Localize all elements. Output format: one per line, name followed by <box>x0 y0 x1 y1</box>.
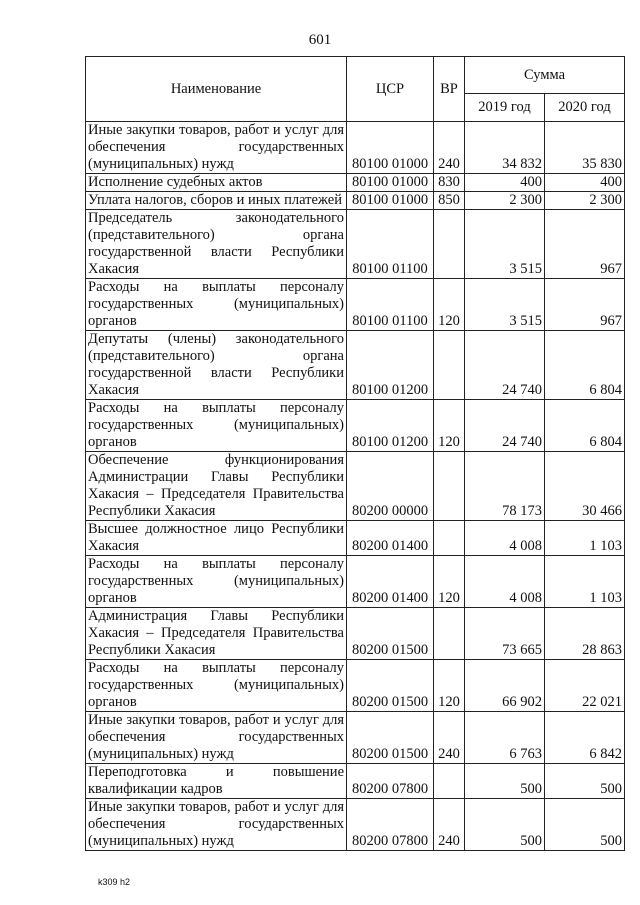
row-sum-2020-cell: 22 021 <box>545 660 625 712</box>
row-sum-2019-cell: 66 902 <box>465 660 545 712</box>
row-sum-2019-cell: 3 515 <box>465 210 545 279</box>
row-sum-2020-cell: 1 103 <box>545 556 625 608</box>
row-name-cell: Председатель законодательного (представительного) органа государственной власти Республики Хакасия <box>86 210 347 279</box>
header-vr: ВР <box>434 57 465 122</box>
row-sum-2020-cell: 400 <box>545 174 625 192</box>
row-sum-2020-cell: 6 804 <box>545 400 625 452</box>
row-name-cell: Обеспечение функционирования Администрации Главы Республики Хакасия – Председателя Правительства Республики Хакасия <box>86 452 347 521</box>
row-name-cell: Уплата налогов, сборов и иных платежей <box>86 192 347 210</box>
table-row <box>86 799 625 851</box>
header-sum: Сумма <box>465 57 625 94</box>
row-sum-2019-cell: 500 <box>465 764 545 799</box>
table-row <box>86 712 625 764</box>
row-sum-2019-cell: 400 <box>465 174 545 192</box>
row-sum-2020-cell: 967 <box>545 210 625 279</box>
page-number: 601 <box>308 32 332 48</box>
row-sum-2019-cell: 34 832 <box>465 122 545 174</box>
row-sum-2019-cell: 6 763 <box>465 712 545 764</box>
table-row <box>86 279 625 331</box>
table-row <box>86 452 625 521</box>
row-vr-cell <box>434 452 465 521</box>
row-sum-2019-cell: 4 008 <box>465 556 545 608</box>
table-row <box>86 210 625 279</box>
header-name: Наименование <box>86 57 347 122</box>
row-vr-cell: 240 <box>434 799 465 851</box>
row-csr-cell: 80200 01400 <box>347 521 434 556</box>
footer-code: k309 h2 <box>98 877 131 887</box>
row-sum-2020-cell: 500 <box>545 764 625 799</box>
header-year-2019: 2019 год <box>465 94 545 122</box>
row-vr-cell: 240 <box>434 122 465 174</box>
row-csr-cell: 80200 01500 <box>347 712 434 764</box>
row-vr-cell: 240 <box>434 712 465 764</box>
row-vr-cell: 120 <box>434 279 465 331</box>
row-sum-2019-cell: 24 740 <box>465 331 545 400</box>
row-sum-2020-cell: 1 103 <box>545 521 625 556</box>
row-csr-cell: 80100 01200 <box>347 400 434 452</box>
row-csr-cell: 80200 01500 <box>347 608 434 660</box>
header-year-2020: 2020 год <box>545 94 625 122</box>
row-vr-cell: 830 <box>434 174 465 192</box>
row-name-cell: Иные закупки товаров, работ и услуг для обеспечения государственных (муниципальных) нужд <box>86 712 347 764</box>
row-name-cell: Переподготовка и повышение квалификации кадров <box>86 764 347 799</box>
row-csr-cell: 80100 01200 <box>347 331 434 400</box>
table-row <box>86 660 625 712</box>
row-sum-2019-cell: 78 173 <box>465 452 545 521</box>
row-vr-cell: 120 <box>434 556 465 608</box>
row-name-cell: Иные закупки товаров, работ и услуг для обеспечения государственных (муниципальных) нужд <box>86 122 347 174</box>
table-row <box>86 764 625 799</box>
row-csr-cell: 80200 07800 <box>347 764 434 799</box>
row-name-cell: Иные закупки товаров, работ и услуг для обеспечения государственных (муниципальных) нужд <box>86 799 347 851</box>
row-name-cell: Депутаты (члены) законодательного (представительного) органа государственной власти Республики Хакасия <box>86 331 347 400</box>
row-vr-cell: 850 <box>434 192 465 210</box>
row-name-cell: Исполнение судебных актов <box>86 174 347 192</box>
row-vr-cell: 120 <box>434 400 465 452</box>
row-name-cell: Расходы на выплаты персоналу государственных (муниципальных) органов <box>86 279 347 331</box>
row-name-cell: Администрация Главы Республики Хакасия – Председателя Правительства Республики Хакасия <box>86 608 347 660</box>
row-sum-2020-cell: 28 863 <box>545 608 625 660</box>
row-csr-cell: 80200 07800 <box>347 799 434 851</box>
table-row <box>86 608 625 660</box>
row-sum-2019-cell: 24 740 <box>465 400 545 452</box>
row-csr-cell: 80200 01400 <box>347 556 434 608</box>
table-body <box>86 122 625 851</box>
row-name-cell: Расходы на выплаты персоналу государственных (муниципальных) органов <box>86 556 347 608</box>
row-sum-2020-cell: 6 842 <box>545 712 625 764</box>
row-name-cell: Высшее должностное лицо Республики Хакасия <box>86 521 347 556</box>
row-sum-2019-cell: 73 665 <box>465 608 545 660</box>
row-csr-cell: 80100 01100 <box>347 210 434 279</box>
table-row <box>86 400 625 452</box>
budget-table <box>85 56 625 851</box>
row-csr-cell: 80100 01000 <box>347 192 434 210</box>
row-vr-cell <box>434 210 465 279</box>
row-vr-cell <box>434 331 465 400</box>
row-csr-cell: 80200 00000 <box>347 452 434 521</box>
row-csr-cell: 80100 01100 <box>347 279 434 331</box>
header-csr: ЦСР <box>347 57 434 122</box>
row-vr-cell: 120 <box>434 660 465 712</box>
row-name-cell: Расходы на выплаты персоналу государственных (муниципальных) органов <box>86 660 347 712</box>
table-header <box>86 57 625 122</box>
row-csr-cell: 80200 01500 <box>347 660 434 712</box>
table-row <box>86 331 625 400</box>
row-sum-2019-cell: 3 515 <box>465 279 545 331</box>
row-csr-cell: 80100 01000 <box>347 174 434 192</box>
row-vr-cell <box>434 764 465 799</box>
table-row <box>86 556 625 608</box>
row-sum-2020-cell: 6 804 <box>545 331 625 400</box>
table-row <box>86 122 625 174</box>
row-sum-2020-cell: 2 300 <box>545 192 625 210</box>
row-sum-2019-cell: 500 <box>465 799 545 851</box>
row-vr-cell <box>434 521 465 556</box>
row-sum-2019-cell: 2 300 <box>465 192 545 210</box>
row-sum-2020-cell: 35 830 <box>545 122 625 174</box>
row-sum-2019-cell: 4 008 <box>465 521 545 556</box>
table-row <box>86 174 625 192</box>
row-name-cell: Расходы на выплаты персоналу государственных (муниципальных) органов <box>86 400 347 452</box>
row-sum-2020-cell: 30 466 <box>545 452 625 521</box>
table-row <box>86 521 625 556</box>
row-vr-cell <box>434 608 465 660</box>
row-sum-2020-cell: 967 <box>545 279 625 331</box>
row-csr-cell: 80100 01000 <box>347 122 434 174</box>
row-sum-2020-cell: 500 <box>545 799 625 851</box>
table-row <box>86 192 625 210</box>
